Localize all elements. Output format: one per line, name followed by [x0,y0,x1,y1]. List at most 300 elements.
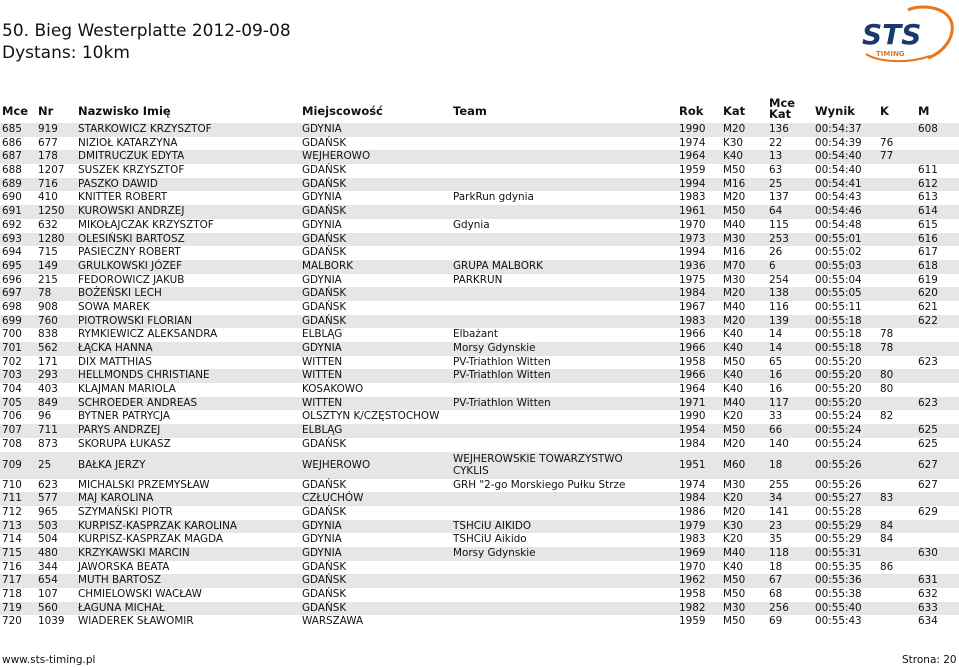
cell-mce-kat: 34 [769,492,783,505]
cell-city: GDYNIA [302,218,342,231]
cell-name: ŁAGUNA MICHAŁ [78,601,165,614]
cell-mce: 708 [2,437,22,450]
cell-city: KOSAKOWO [302,383,364,396]
cell-kat: K40 [723,383,744,396]
cell-kat: M20 [723,191,746,204]
cell-wynik: 00:55:31 [815,546,862,559]
col-mce-kat [769,98,795,120]
table-row [0,492,959,506]
cell-k: 77 [880,150,894,163]
cell-mce: 703 [2,369,22,382]
cell-mce: 707 [2,424,22,437]
cell-mce-kat: 22 [769,136,783,149]
footer-page-number: Strona: 20 [902,654,957,666]
table-row [0,205,959,219]
cell-wynik: 00:55:35 [815,560,862,573]
cell-city: GDAŃSK [302,588,347,600]
cell-wynik: 00:55:11 [815,300,862,313]
cell-nr: 25 [38,458,52,471]
cell-kat: M40 [723,546,746,559]
cell-name: WIADEREK SŁAWOMIR [78,615,194,628]
cell-kat: M30 [723,601,746,614]
cell-city: ELBLĄG [302,328,343,341]
cell-team-line2: CYKLIS [453,465,489,477]
page-title [2,20,291,64]
cell-wynik: 00:54:40 [815,150,862,163]
cell-team: PV-Triathlon Witten [453,396,551,409]
table-row [0,233,959,247]
cell-wynik: 00:55:26 [815,458,862,471]
cell-name: KLAJMAN MARIOLA [78,383,176,396]
cell-kat: M30 [723,273,746,286]
table-row [0,342,959,356]
col-mce: Mce [2,104,29,118]
cell-kat: M60 [723,458,746,471]
cell-nr: 562 [38,342,58,354]
cell-mce-kat: 118 [769,546,789,559]
cell-rok: 1984 [679,287,706,300]
cell-kat: K20 [723,533,744,546]
cell-kat: M40 [723,300,746,313]
cell-mce-kat: 141 [769,505,789,518]
cell-mce-kat: 137 [769,191,789,204]
table-row [0,383,959,397]
cell-mce-kat: 117 [769,396,789,409]
table-row [0,424,959,438]
cell-wynik: 00:55:36 [815,574,862,587]
sts-timing-logo [848,4,956,66]
cell-mce: 686 [2,136,22,149]
cell-rok: 1983 [679,533,706,546]
cell-city: GDAŃSK [302,560,347,573]
cell-wynik: 00:54:39 [815,136,862,149]
cell-wynik: 00:55:24 [815,410,862,423]
cell-kat: M50 [723,574,746,587]
cell-city: ELBLĄG [302,424,343,437]
cell-nr: 908 [38,300,58,313]
cell-nr: 503 [38,519,58,532]
cell-m: 633 [918,601,938,614]
table-row [0,178,959,192]
footer-site-link[interactable]: www.sts-timing.pl [2,654,96,666]
cell-mce-kat: 13 [769,150,783,163]
cell-city: WITTEN [302,396,343,409]
col-team: Team [453,104,487,118]
cell-wynik: 00:55:01 [815,232,862,245]
cell-mce-kat: 136 [769,123,789,135]
cell-nr: 1207 [38,164,65,177]
cell-mce-kat: 33 [769,410,783,423]
cell-rok: 1990 [679,123,706,135]
cell-k: 84 [880,519,894,532]
cell-m: 611 [918,164,938,177]
cell-city: GDAŃSK [302,601,347,614]
cell-kat: K40 [723,342,744,354]
cell-m: 622 [918,314,938,327]
cell-mce-kat: 253 [769,232,789,245]
cell-rok: 1990 [679,410,706,423]
cell-team: GRUPA MALBORK [453,259,543,272]
cell-wynik: 00:55:20 [815,396,862,409]
cell-kat: M20 [723,314,746,327]
cell-name: SUSZEK KRZYSZTOF [78,164,185,177]
table-row [0,287,959,301]
cell-wynik: 00:55:27 [815,492,862,505]
cell-wynik: 00:55:18 [815,342,862,354]
cell-mce-kat: 63 [769,164,783,177]
cell-city: GDAŃSK [302,232,347,245]
table-row [0,219,959,233]
cell-rok: 1983 [679,314,706,327]
cell-city: GDAŃSK [302,246,347,259]
table-row [0,369,959,383]
cell-city: WITTEN [302,369,343,382]
cell-rok: 1975 [679,273,706,286]
cell-kat: K40 [723,560,744,573]
cell-mce-kat: 16 [769,369,783,382]
cell-mce-kat: 26 [769,246,783,259]
cell-rok: 1982 [679,601,706,614]
cell-nr: 178 [38,150,58,163]
cell-mce: 705 [2,396,22,409]
cell-rok: 1970 [679,218,706,231]
cell-nr: 171 [38,355,58,368]
cell-kat: M40 [723,396,746,409]
cell-team: TSHCiU AIKIDO [453,519,532,532]
cell-mce-kat: 138 [769,287,789,300]
cell-rok: 1958 [679,355,706,368]
cell-wynik: 00:54:46 [815,205,862,218]
cell-m: 617 [918,246,938,259]
cell-city: GDAŃSK [302,574,347,587]
cell-kat: M50 [723,615,746,628]
col-rok: Rok [679,104,704,118]
cell-wynik: 00:55:18 [815,314,862,327]
cell-nr: 410 [38,191,58,204]
table-row [0,301,959,315]
cell-m: 615 [918,218,938,231]
table-row [0,164,959,178]
cell-k: 83 [880,492,894,505]
cell-city: GDYNIA [302,123,342,135]
cell-wynik: 00:55:38 [815,588,862,600]
cell-rok: 1964 [679,150,706,163]
cell-nr: 677 [38,136,58,149]
cell-k: 76 [880,136,894,149]
cell-name: ŁĄCKA HANNA [78,342,153,354]
cell-wynik: 00:55:18 [815,328,862,341]
cell-nr: 1280 [38,232,65,245]
cell-m: 621 [918,300,938,313]
cell-kat: K30 [723,136,744,149]
cell-rok: 1959 [679,164,706,177]
cell-mce-kat: 66 [769,424,783,437]
cell-kat: K40 [723,328,744,341]
cell-mce: 690 [2,191,22,204]
table-row [0,479,959,493]
cell-rok: 1962 [679,574,706,587]
cell-mce: 716 [2,560,22,573]
cell-rok: 1983 [679,191,706,204]
cell-kat: M16 [723,177,746,190]
cell-rok: 1969 [679,546,706,559]
cell-mce-kat: 255 [769,478,789,491]
table-row [0,574,959,588]
cell-kat: M20 [723,123,746,135]
cell-rok: 1959 [679,615,706,628]
cell-kat: M20 [723,437,746,450]
table-row [0,260,959,274]
cell-city: MALBORK [302,259,354,272]
cell-name: FEDOROWICZ JAKUB [78,273,185,286]
cell-wynik: 00:55:20 [815,383,862,396]
table-header [0,96,959,122]
cell-kat: M50 [723,205,746,218]
cell-wynik: 00:55:29 [815,519,862,532]
logo-text: STS [862,18,922,51]
cell-rok: 1966 [679,342,706,354]
cell-wynik: 00:55:40 [815,601,862,614]
cell-k: 84 [880,533,894,546]
cell-nr: 293 [38,369,58,382]
cell-rok: 1958 [679,588,706,600]
col-kat: Kat [723,104,746,118]
cell-rok: 1973 [679,232,706,245]
cell-city: GDYNIA [302,191,342,204]
cell-mce-kat: 18 [769,458,783,471]
cell-city: GDAŃSK [302,505,347,518]
cell-nr: 107 [38,588,58,600]
cell-kat: M30 [723,478,746,491]
cell-name: BYTNER PATRYCJA [78,410,170,423]
cell-m: 625 [918,437,938,450]
cell-nr: 654 [38,574,58,587]
cell-rok: 1979 [679,519,706,532]
cell-mce-kat: 23 [769,519,783,532]
cell-kat: M40 [723,218,746,231]
cell-city: GDYNIA [302,273,342,286]
col-m: M [918,104,930,118]
cell-mce: 687 [2,150,22,163]
cell-rok: 1966 [679,369,706,382]
cell-k: 80 [880,369,894,382]
cell-kat: M50 [723,164,746,177]
cell-m: 619 [918,273,938,286]
cell-name: CHMIELOWSKI WACŁAW [78,588,202,600]
cell-city: GDAŃSK [302,437,347,450]
col-wynik: Wynik [815,104,855,118]
cell-kat: M50 [723,355,746,368]
cell-mce: 695 [2,259,22,272]
table-row [0,547,959,561]
cell-rok: 1984 [679,437,706,450]
cell-k: 82 [880,410,894,423]
cell-kat: M20 [723,505,746,518]
cell-kat: M20 [723,287,746,300]
cell-city: GDYNIA [302,533,342,546]
cell-team-line1: WEJHEROWSKIE TOWARZYSTWO [453,452,623,465]
cell-m: 627 [918,478,938,491]
cell-rok: 1967 [679,300,706,313]
cell-k: 80 [880,383,894,396]
cell-rok: 1974 [679,136,706,149]
cell-nr: 849 [38,396,58,409]
cell-city: GDAŃSK [302,164,347,177]
cell-city: GDYNIA [302,342,342,354]
cell-kat: K40 [723,369,744,382]
col-nr: Nr [38,104,54,118]
cell-k: 78 [880,328,894,341]
cell-rok: 1971 [679,396,706,409]
cell-name: STARKOWICZ KRZYSZTOF [78,123,212,135]
cell-rok: 1994 [679,177,706,190]
cell-team: TSHCiU Aikido [453,533,527,546]
cell-name: PIOTROWSKI FLORIAN [78,314,193,327]
table-row [0,191,959,205]
table-row [0,588,959,602]
cell-city: GDYNIA [302,519,342,532]
cell-m: 627 [918,458,938,471]
cell-wynik: 00:55:05 [815,287,862,300]
cell-m: 612 [918,177,938,190]
cell-rok: 1970 [679,560,706,573]
cell-name: KURPISZ-KASPRZAK KAROLINA [78,519,238,532]
table-row [0,274,959,288]
cell-kat: M50 [723,424,746,437]
cell-mce-kat: 25 [769,177,783,190]
cell-mce-kat: 140 [769,437,789,450]
cell-team: PV-Triathlon Witten [453,355,551,368]
cell-team: Elbażant [453,328,498,341]
cell-nr: 1250 [38,205,65,218]
cell-m: 629 [918,505,938,518]
cell-name: OLESIŃSKI BARTOSZ [78,232,185,245]
cell-kat: M16 [723,246,746,259]
cell-city: GDAŃSK [302,136,347,149]
cell-wynik: 00:55:43 [815,615,862,628]
table-row [0,410,959,424]
logo-subtext: TIMING [876,50,905,58]
cell-mce: 697 [2,287,22,300]
cell-nr: 78 [38,287,52,300]
cell-mce: 698 [2,300,22,313]
table-row [0,615,959,629]
cell-name: PASIECZNY ROBERT [78,246,181,259]
table-row [0,246,959,260]
cell-mce: 712 [2,505,22,518]
cell-mce: 693 [2,232,22,245]
cell-mce-kat: 64 [769,205,783,218]
cell-m: 614 [918,205,938,218]
cell-rok: 1966 [679,328,706,341]
cell-nr: 504 [38,533,58,546]
table-row [0,123,959,137]
cell-nr: 965 [38,505,58,518]
cell-wynik: 00:55:29 [815,533,862,546]
cell-mce: 717 [2,574,22,587]
cell-wynik: 00:55:20 [815,369,862,382]
cell-m: 631 [918,574,938,587]
cell-mce-kat: 65 [769,355,783,368]
cell-mce: 713 [2,519,22,532]
event-title: 50. Bieg Westerplatte 2012-09-08 [2,21,291,41]
cell-nr: 577 [38,492,58,505]
cell-mce-kat: 14 [769,342,783,354]
table-row [0,328,959,342]
table-row [0,506,959,520]
cell-wynik: 00:55:03 [815,259,862,272]
cell-nr: 96 [38,410,52,423]
cell-m: 613 [918,191,938,204]
cell-nr: 623 [38,478,58,491]
cell-team: Morsy Gdynskie [453,342,536,354]
cell-m: 634 [918,615,938,628]
cell-nr: 344 [38,560,58,573]
cell-kat: M70 [723,259,746,272]
table-row [0,397,959,411]
cell-city: GDYNIA [302,546,342,559]
cell-mce: 709 [2,458,22,471]
cell-mce: 714 [2,533,22,546]
cell-mce: 688 [2,164,22,177]
cell-team: PV-Triathlon Witten [453,369,551,382]
cell-city: GDAŃSK [302,287,347,300]
cell-kat: K40 [723,150,744,163]
cell-mce-kat: 67 [769,574,783,587]
cell-rok: 1994 [679,246,706,259]
cell-nr: 716 [38,177,58,190]
cell-mce-kat: 256 [769,601,789,614]
cell-mce-kat: 14 [769,328,783,341]
cell-rok: 1951 [679,458,706,471]
cell-nr: 919 [38,123,58,135]
cell-wynik: 00:55:28 [815,505,862,518]
cell-name: KUROWSKI ANDRZEJ [78,205,185,218]
cell-m: 608 [918,123,938,135]
cell-mce: 719 [2,601,22,614]
cell-m: 618 [918,259,938,272]
cell-wynik: 00:55:04 [815,273,862,286]
cell-mce-kat: 68 [769,588,783,600]
cell-name: PASZKO DAWID [78,177,158,190]
cell-name: KNITTER ROBERT [78,191,168,204]
cell-kat: K20 [723,410,744,423]
cell-wynik: 00:55:24 [815,424,862,437]
col-mce-kat-line2: Kat [769,107,792,121]
cell-team [453,453,623,478]
cell-name: NIZIOŁ KATARZYNA [78,136,178,149]
col-k: K [880,104,889,118]
cell-mce: 706 [2,410,22,423]
table-row [0,452,959,479]
cell-name: MAJ KAROLINA [78,492,154,505]
cell-city: GDAŃSK [302,177,347,190]
cell-mce: 720 [2,615,22,628]
cell-city: GDAŃSK [302,478,347,491]
cell-rok: 1986 [679,505,706,518]
cell-name: HELLMONDS CHRISTIANE [78,369,210,382]
table-row [0,356,959,370]
cell-rok: 1964 [679,383,706,396]
cell-nr: 215 [38,273,58,286]
cell-k: 78 [880,342,894,354]
cell-m: 616 [918,232,938,245]
cell-kat: M30 [723,232,746,245]
cell-mce: 718 [2,588,22,600]
cell-mce-kat: 18 [769,560,783,573]
cell-rok: 1984 [679,492,706,505]
results-table [0,123,959,629]
